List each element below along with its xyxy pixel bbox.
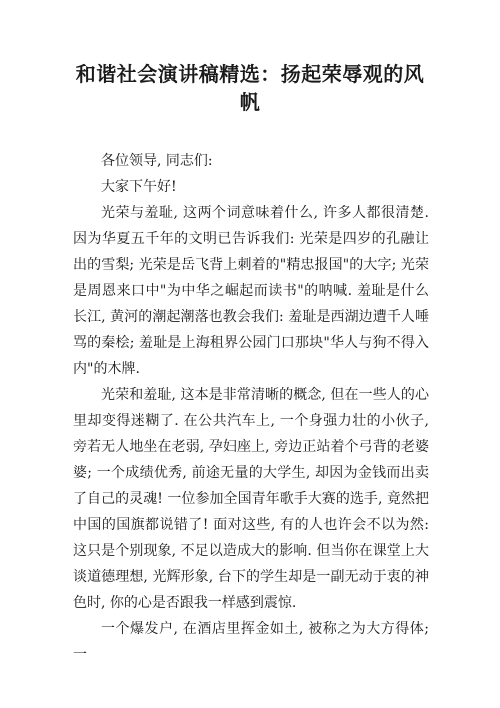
document-title: 和谐社会演讲稿精选：扬起荣辱观的风帆 [75, 62, 425, 114]
document-body [73, 148, 443, 668]
paragraph-greeting: 大家下午好! [101, 179, 177, 195]
paragraph-honor-shame: 光荣与羞耻, 这两个词意味着什么, 许多人都很清楚. 因为华夏五千年的文明已告诉我们: 光荣是四岁的孔融让出的雪梨; 光荣是岳飞背上刺着的"精忠报国"的大字; 光荣是周恩来口中"为中华之崛起而读书"的呐喊. 羞耻是什么 长江, 黄河的潮起潮落也教会我们: 羞耻是西湖边遭千人唾骂的秦桧; 羞耻是上海租界公园门口那块"华人与狗不得入内"的木牌. [73, 205, 443, 377]
paragraph-salutation: 各位领导, 同志们: [101, 153, 213, 169]
paragraph-upstart: 一个爆发户, 在酒店里挥金如土, 被称之为大方得体; 一 [73, 621, 429, 663]
paragraph-confusion: 光荣和羞耻, 这本是非常清晰的概念, 但在一些人的心里却变得迷糊了. 在公共汽车上, 一个身强力壮的小伙子, 旁若无人地坐在老弱, 孕妇座上, 旁边正站着个弓背的老婆婆; 一个成绩优秀, 前途无量的大学生, 却因为金钱而出卖了自己的灵魂! 一位参加全国青年歌手大赛的选手, 竟然把中国的国旗都说错了! 面对这些, 有的人也许会不以为然: 这只是个别现象, 不足以造成大的影响. 但当你在课堂上大谈道德理想, 光辉形象, 台下的学生却是一副无动于衷的神色时, 你的心是否跟我一样感到震惊. [73, 387, 429, 611]
